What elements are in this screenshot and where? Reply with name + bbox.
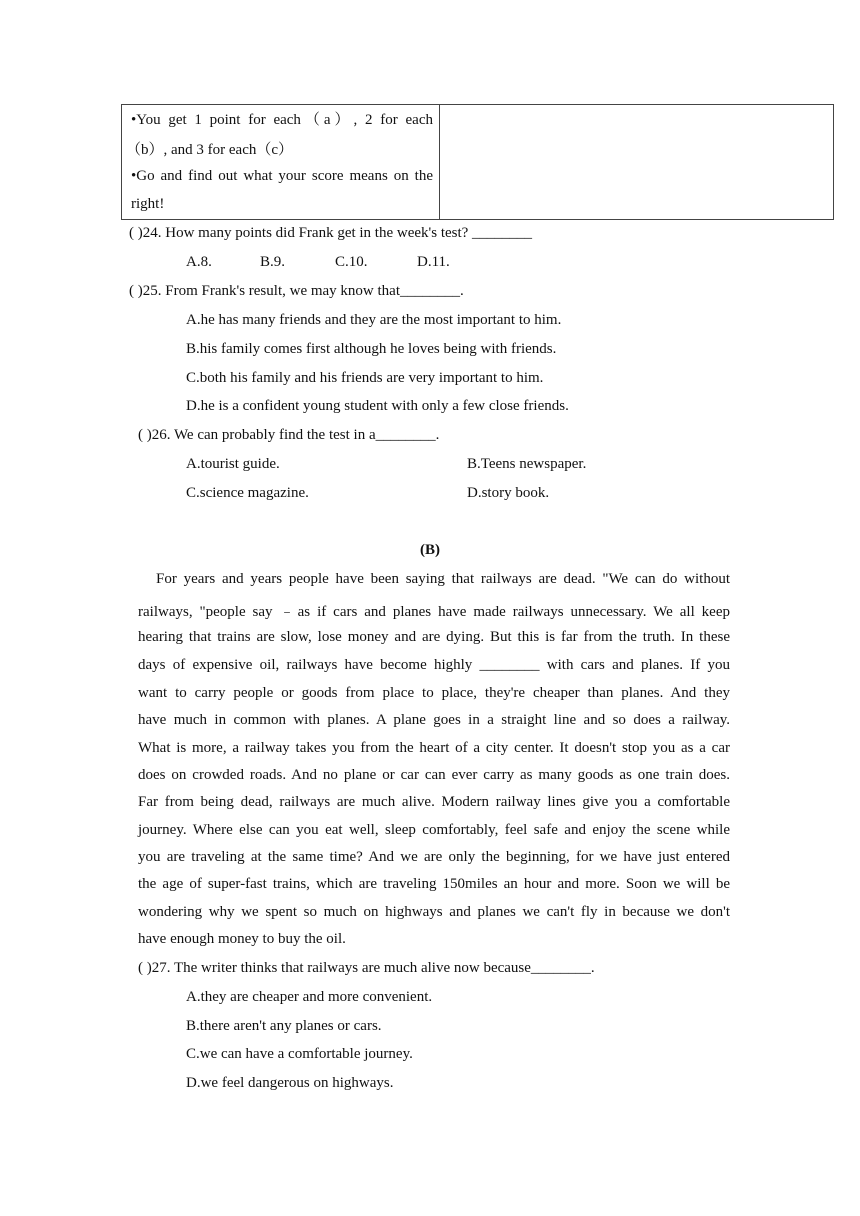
question-26: ( )26. We can probably find the test in a________. <box>138 427 440 443</box>
table-column-divider <box>439 105 440 219</box>
q25-option-d: D.he is a confident young student with only a few close friends. <box>186 398 569 414</box>
question-27: ( )27. The writer thinks that railways are much alive now because________. <box>138 960 595 976</box>
scoring-table <box>121 104 834 220</box>
q24-option-b: B.9. <box>260 254 286 270</box>
q25-option-b: B.his family comes first although he loves being with friends. <box>186 341 557 357</box>
paragraph-line-3: hearing that trains are slow, lose money and are dying. But this is far from the truth. In these <box>138 629 730 645</box>
paragraph-line-12: the age of super-fast trains, which are traveling 150miles an hour and more. Soon we will be <box>138 876 730 892</box>
q26-option-c: C.science magazine. <box>186 485 309 501</box>
table-line-2: （b）, and 3 for each（c） <box>126 142 294 158</box>
paragraph-line-1: For years and years people have been saying that railways are dead. "We can do without <box>156 571 730 587</box>
q26-option-a: A.tourist guide. <box>186 456 280 472</box>
q26-option-b: B.Teens newspaper. <box>467 456 587 472</box>
table-line-1: •You get 1 point for each（a）, 2 for each <box>131 112 433 128</box>
paragraph-line-6: have much in common with planes. A plane goes in a straight line and so does a railway. <box>138 712 730 728</box>
q24-option-d: D.11. <box>417 254 450 270</box>
paragraph-line-7: What is more, a railway takes you from the heart of a city center. It doesn't stop you as a car <box>138 740 730 756</box>
paragraph-line-10: journey. Where else can you eat well, sleep comfortably, feel safe and enjoy the scene while <box>138 822 730 838</box>
paragraph-line-13: wondering why we spent so much on highways and planes we can't fly in because we don't <box>138 904 730 920</box>
paragraph-line-4: days of expensive oil, railways have become highly ________ with cars and planes. If you <box>138 657 730 673</box>
question-24: ( )24. How many points did Frank get in the week's test? ________ <box>129 225 533 241</box>
section-b-heading: (B) <box>420 542 440 558</box>
q25-option-c: C.both his family and his friends are very important to him. <box>186 370 544 386</box>
table-line-4: right! <box>131 196 165 212</box>
q25-option-a: A.he has many friends and they are the most important to him. <box>186 312 562 328</box>
q27-option-a: A.they are cheaper and more convenient. <box>186 989 433 1005</box>
q27-option-b: B.there aren't any planes or cars. <box>186 1018 382 1034</box>
q27-option-c: C.we can have a comfortable journey. <box>186 1046 413 1062</box>
paragraph-line-11: you are traveling at the same time? And we are only the beginning, for we have just entered <box>138 849 730 865</box>
paragraph-line-9: Far from being dead, railways are much alive. Modern railway lines give you a comfortable <box>138 794 730 810</box>
paragraph-line-8: does on crowded roads. And no plane or car can ever carry as many goods as one train does. <box>138 767 730 783</box>
q24-option-a: A.8. <box>186 254 212 270</box>
table-line-3: •Go and find out what your score means on the <box>131 168 433 184</box>
q27-option-d: D.we feel dangerous on highways. <box>186 1075 394 1091</box>
q24-option-c: C.10. <box>335 254 368 270</box>
question-25: ( )25. From Frank's result, we may know that________. <box>129 283 464 299</box>
paragraph-line-2: railways, "people say ﹣as if cars and planes have made railways unnecessary. We all keep <box>138 604 730 620</box>
paragraph-line-5: want to carry people or goods from place to place, they're cheaper than planes. And they <box>138 685 730 701</box>
q26-option-d: D.story book. <box>467 485 550 501</box>
paragraph-line-14: have enough money to buy the oil. <box>138 931 346 947</box>
